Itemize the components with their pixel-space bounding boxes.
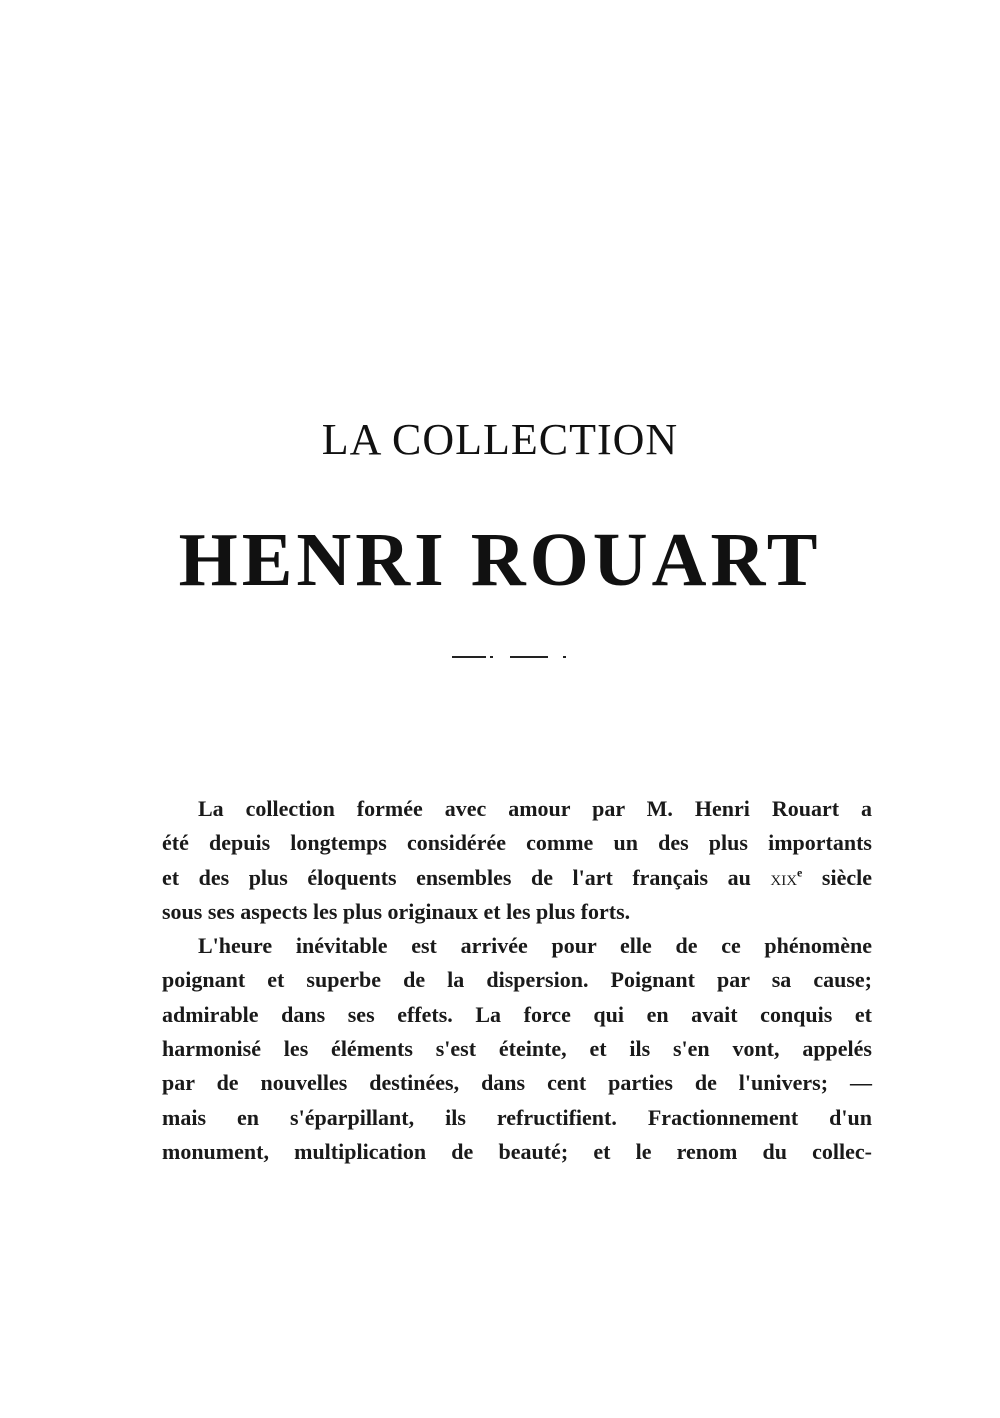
text-line: admirable dans ses effets. La force qui en avait conquis et xyxy=(162,1001,872,1027)
text-line: monument, multiplication de beauté; et le renom du collec- xyxy=(162,1138,872,1164)
rule-dash xyxy=(510,656,548,658)
text-line xyxy=(162,861,872,895)
text-line: La collection formée avec amour par M. Henri Rouart a xyxy=(198,796,872,821)
superscript: e xyxy=(797,865,803,880)
roman-numeral: xix xyxy=(770,864,798,890)
text-line: poignant et superbe de la dispersion. Poignant par sa cause; xyxy=(162,967,872,993)
page-subtitle: LA COLLECTION xyxy=(321,415,679,464)
text-fragment: siècle xyxy=(802,864,872,890)
rule-dot xyxy=(563,656,566,658)
body-text xyxy=(162,792,872,1169)
text-line: L'heure inévitable est arrivée pour elle de ce phénomène xyxy=(198,933,872,959)
page-title: HENRI ROUART xyxy=(178,518,822,602)
text-line: mais en s'éparpillant, ils refructifient. Fractionnement d'un xyxy=(162,1104,872,1130)
text-line: été depuis longtemps considérée comme un des plus importants xyxy=(162,830,872,856)
text-fragment: et des plus éloquents ensembles de l'art français au xyxy=(162,864,771,890)
text-line: sous ses aspects les plus originaux et les plus forts. xyxy=(162,898,631,924)
decorative-rule xyxy=(452,654,572,660)
rule-dash xyxy=(452,656,486,658)
rule-dot xyxy=(490,656,493,658)
text-line: harmonisé les éléments s'est éteinte, et ils s'en vont, appelés xyxy=(162,1036,872,1062)
text-line: par de nouvelles destinées, dans cent parties de l'univers; — xyxy=(162,1070,872,1096)
